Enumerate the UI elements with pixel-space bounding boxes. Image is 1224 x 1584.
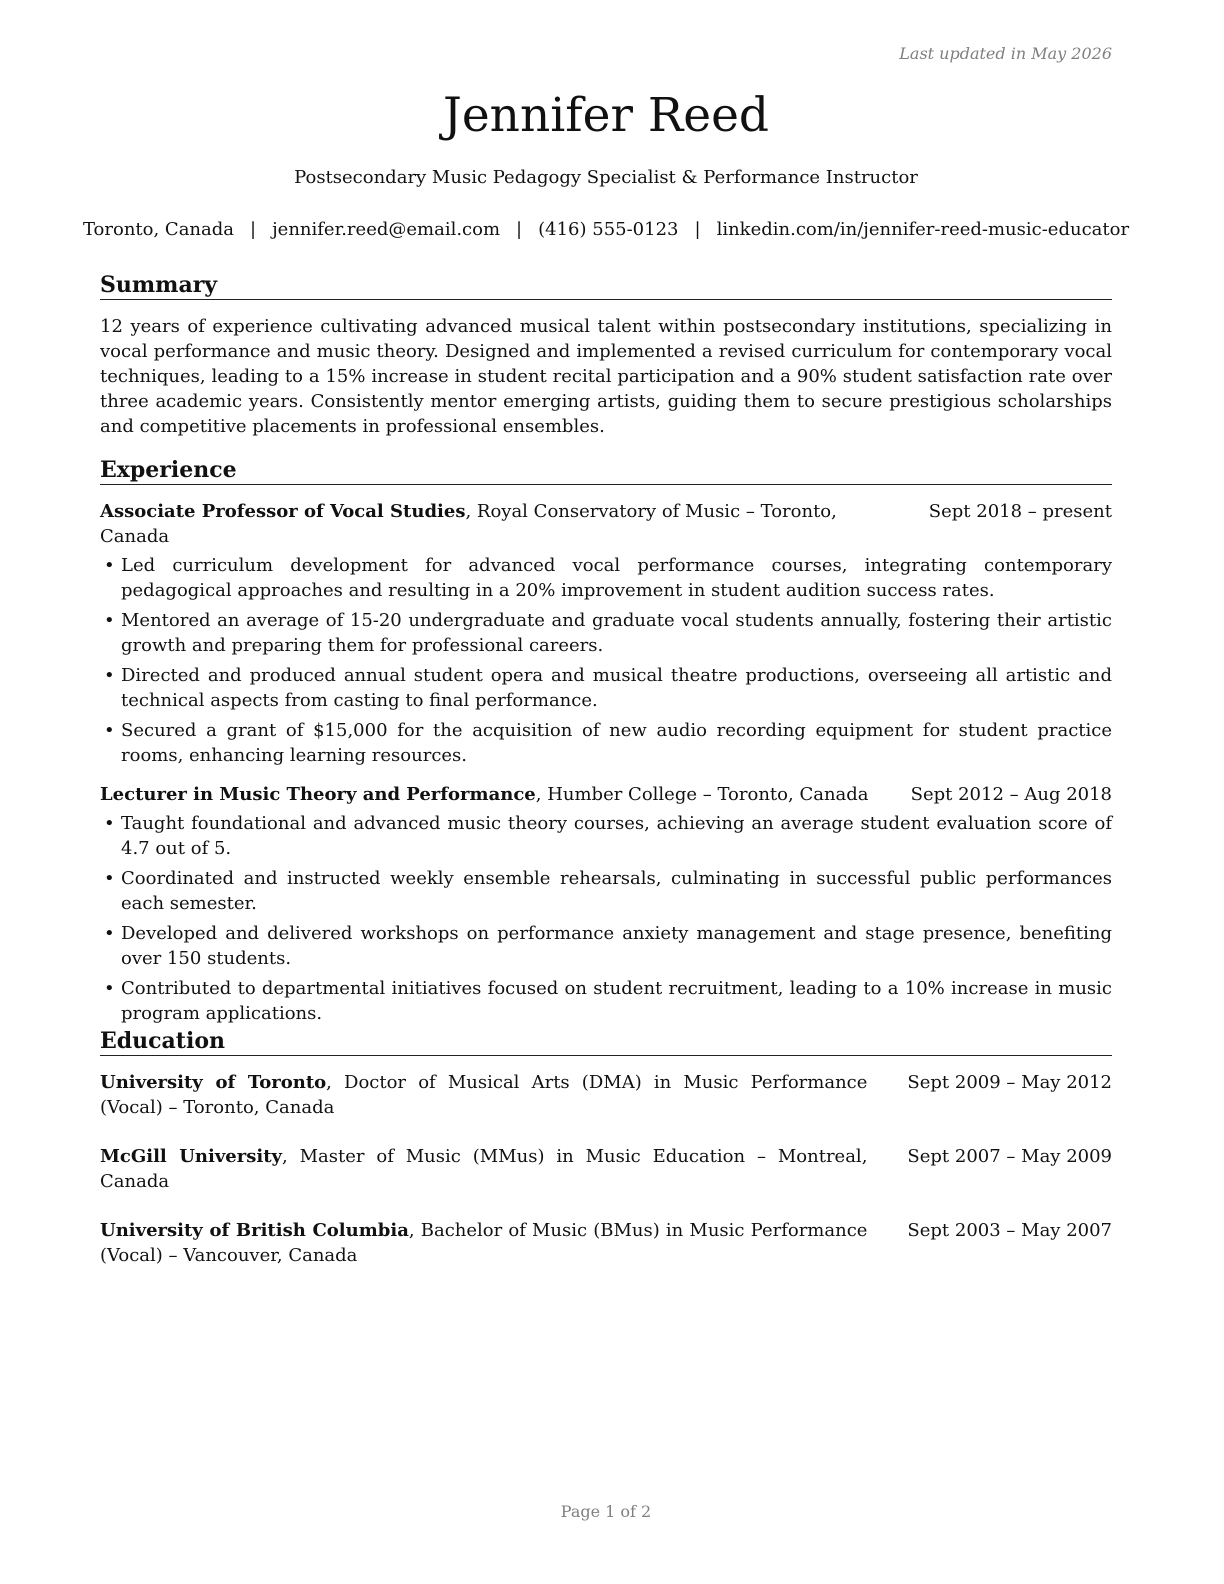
education-detail: , Bachelor of Music (BMus) in Music Performance (Vocal) – Vancouver, Canada [100, 1220, 868, 1266]
job-bullet [100, 921, 1112, 971]
education-dates: Sept 2007 – May 2009 [907, 1146, 1112, 1167]
resume-page [82, 0, 1130, 1584]
bullet-icon: • [104, 923, 115, 944]
job-bullet-text: Led curriculum development for advanced vocal performance courses, integrating contemporary pedagogical approaches and resulting in a 20% improvement in student audition success rates. [121, 555, 1112, 601]
job-header [100, 499, 1112, 549]
summary-text: 12 years of experience cultivating advanced musical talent within postsecondary institutions, specializing in vocal performance and music theory. Designed and implemented a revised curriculum for contemporary vocal techniques, leading to a 15% increase in student recital participation and a 90% student satisfaction rate over three academic years. Consistently mentor emerging artists, guiding them to secure prestigious scholarships and competitive placements in professional ensembles. [100, 316, 1112, 437]
job-dates: Sept 2012 – Aug 2018 [910, 784, 1112, 805]
education-section [100, 1027, 1112, 1268]
job-dates: Sept 2018 – present [928, 501, 1112, 522]
page-number: Page 1 of 2 [560, 1502, 652, 1521]
job-title: Lecturer in Music Theory and Performance [100, 784, 536, 805]
contact-line [82, 219, 1130, 240]
job-header [100, 782, 1112, 807]
job-bullet [100, 976, 1112, 1026]
contact-separator: | [250, 219, 257, 240]
job-bullets [100, 811, 1112, 1026]
job-bullets [100, 553, 1112, 768]
job-bullet-text: Secured a grant of $15,000 for the acquisition of new audio recording equipment for student practice rooms, enhancing learning resources. [121, 720, 1112, 766]
job-entry [100, 782, 1112, 1026]
contact-phone[interactable]: (416) 555-0123 [538, 219, 679, 240]
education-dates: Sept 2009 – May 2012 [907, 1072, 1112, 1093]
contact-separator: | [516, 219, 523, 240]
job-title: Associate Professor of Vocal Studies [100, 501, 466, 522]
education-dates: Sept 2003 – May 2007 [907, 1220, 1112, 1241]
job-bullet-text: Taught foundational and advanced music theory courses, achieving an average student evaluation score of 4.7 out of 5. [121, 813, 1112, 859]
contact-location: Toronto, Canada [82, 219, 235, 240]
section-title-education: Education [100, 1027, 1112, 1056]
last-updated-note: Last updated in May 2026 [899, 44, 1112, 63]
bullet-icon: • [104, 978, 115, 999]
education-detail: , Master of Music (MMus) in Music Education – Montreal, Canada [100, 1146, 868, 1192]
job-bullet-text: Contributed to departmental initiatives focused on student recruitment, leading to a 10% increase in music program applications. [121, 978, 1112, 1024]
job-organization: , Humber College – Toronto, Canada [535, 784, 869, 805]
contact-linkedin[interactable]: linkedin.com/in/jennifer-reed-music-educator [716, 219, 1130, 240]
education-detail: , Doctor of Musical Arts (DMA) in Music Performance (Vocal) – Toronto, Canada [100, 1072, 868, 1118]
job-bullet [100, 553, 1112, 603]
job-bullet-text: Developed and delivered workshops on performance anxiety management and stage presence, benefiting over 150 students. [121, 923, 1112, 969]
bullet-icon: • [104, 720, 115, 741]
education-entry [100, 1070, 1112, 1120]
summary-section [100, 271, 1112, 439]
job-organization: , Royal Conservatory of Music – Toronto, Canada [100, 501, 837, 547]
section-title-experience: Experience [100, 456, 1112, 485]
candidate-name: Jennifer Reed [443, 88, 769, 143]
contact-separator: | [694, 219, 701, 240]
education-entry [100, 1144, 1112, 1194]
bullet-icon: • [104, 610, 115, 631]
section-title-summary: Summary [100, 271, 1112, 300]
experience-section [100, 456, 1112, 1031]
candidate-headline: Postsecondary Music Pedagogy Specialist & Performance Instructor [294, 167, 918, 188]
job-bullet-text: Mentored an average of 15-20 undergraduate and graduate vocal students annually, fostering their artistic growth and preparing them for professional careers. [121, 610, 1112, 656]
education-entry [100, 1218, 1112, 1268]
job-bullet-text: Coordinated and instructed weekly ensemble rehearsals, culminating in successful public performances each semester. [121, 868, 1112, 914]
education-school: McGill University [100, 1146, 282, 1167]
contact-email[interactable]: jennifer.reed@email.com [272, 219, 501, 240]
job-bullet [100, 663, 1112, 713]
job-bullet [100, 718, 1112, 768]
bullet-icon: • [104, 868, 115, 889]
education-school: University of British Columbia [100, 1220, 409, 1241]
job-bullet [100, 608, 1112, 658]
job-bullet-text: Directed and produced annual student opera and musical theatre productions, overseeing all artistic and technical aspects from casting to final performance. [121, 665, 1112, 711]
job-bullet [100, 811, 1112, 861]
job-entry [100, 499, 1112, 768]
job-bullet [100, 866, 1112, 916]
bullet-icon: • [104, 665, 115, 686]
bullet-icon: • [104, 555, 115, 576]
education-school: University of Toronto [100, 1072, 327, 1093]
bullet-icon: • [104, 813, 115, 834]
